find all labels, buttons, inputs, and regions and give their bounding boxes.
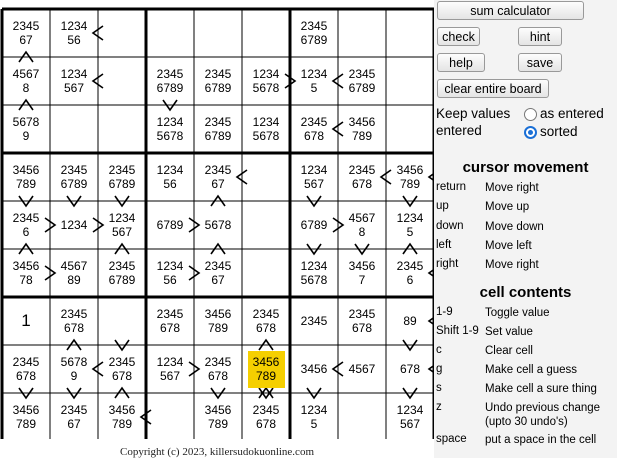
sudoku-cell[interactable]: 2345 6789: [108, 163, 136, 191]
cursor-movement-key: right: [436, 258, 459, 271]
sudoku-cell[interactable]: 3456: [300, 362, 328, 376]
sudoku-cell[interactable]: 1234 56: [156, 259, 184, 287]
sudoku-cell[interactable]: 2345 6789: [300, 19, 328, 47]
cell-contents-desc: Undo previous change (upto 30 undo's): [485, 402, 601, 428]
cell-contents-key: Shift 1-9: [436, 325, 479, 337]
cursor-movement-desc: Move down: [485, 220, 544, 233]
sudoku-cell[interactable]: 1234 5: [300, 67, 328, 95]
sudoku-cell[interactable]: [338, 9, 386, 57]
sudoku-cell[interactable]: 3456 78: [12, 259, 40, 287]
sudoku-cell[interactable]: 1234 56: [60, 19, 88, 47]
cell-contents-key: g: [436, 363, 443, 375]
sudoku-cell[interactable]: [242, 201, 290, 249]
sudoku-cell[interactable]: 2345 678: [60, 307, 88, 335]
cursor-movement-desc: Move left: [485, 239, 532, 252]
cursor-movement-key: down: [436, 219, 464, 232]
copyright-text: Copyright (c) 2023, killersudokuonline.com: [120, 446, 314, 458]
cursor-movement-key: return: [436, 181, 467, 193]
sudoku-cell[interactable]: [338, 393, 386, 441]
sudoku-cell[interactable]: 6789: [156, 218, 184, 232]
cell-contents-key: 1-9: [436, 306, 453, 318]
sudoku-cell[interactable]: 6789: [300, 218, 328, 232]
sudoku-cell[interactable]: 2345 6789: [156, 67, 184, 95]
sudoku-cell[interactable]: [386, 105, 434, 153]
sudoku-cell[interactable]: 3456 789: [204, 403, 232, 431]
sudoku-cell[interactable]: 2345 6789: [348, 67, 376, 95]
cell-contents-desc: Set value: [485, 326, 533, 338]
sudoku-cell[interactable]: 3456 789: [348, 115, 376, 143]
sudoku-cell[interactable]: 2345 678: [300, 115, 328, 143]
sudoku-cell[interactable]: [98, 57, 146, 105]
sudoku-cell[interactable]: 4567: [348, 362, 376, 376]
sudoku-cell[interactable]: [50, 105, 98, 153]
sudoku-cell[interactable]: 2345 67: [60, 403, 88, 431]
as-entered-label: as entered: [540, 106, 604, 121]
sudoku-cell[interactable]: 1234 5: [300, 403, 328, 431]
sudoku-cell[interactable]: 2345 6: [396, 259, 424, 287]
sudoku-cell[interactable]: 1234 567: [108, 211, 136, 239]
sudoku-cell[interactable]: 3456 789: [204, 307, 232, 335]
sudoku-cell[interactable]: [146, 9, 194, 57]
cell-contents-desc: Make cell a guess: [485, 364, 578, 376]
sudoku-cell[interactable]: 2345 67: [204, 163, 232, 191]
sudoku-cell[interactable]: [146, 393, 194, 441]
cell-contents-desc: Toggle value: [485, 307, 550, 319]
sudoku-cell[interactable]: 2345 67: [12, 19, 40, 47]
check-button[interactable]: check: [437, 27, 480, 46]
sudoku-cell[interactable]: 2345 6789: [108, 259, 136, 287]
sudoku-cell[interactable]: 2345 6789: [204, 115, 232, 143]
sudoku-cell[interactable]: 3456 789: [12, 403, 40, 431]
sum-calculator-button[interactable]: sum calculator: [437, 1, 584, 20]
sudoku-cell[interactable]: 2345 678: [348, 163, 376, 191]
sudoku-cell[interactable]: 2345 678: [204, 355, 232, 383]
save-button[interactable]: save: [518, 53, 562, 72]
sudoku-cell[interactable]: 1234 5678: [156, 115, 184, 143]
cursor-movement-key: left: [436, 238, 452, 251]
as-entered-radio[interactable]: [524, 108, 537, 121]
sudoku-cell[interactable]: 4567 8: [12, 67, 40, 95]
sudoku-cell[interactable]: [98, 105, 146, 153]
hint-button[interactable]: hint: [518, 27, 562, 46]
control-panel: [434, 0, 617, 458]
sudoku-cell[interactable]: 2345 678: [252, 307, 280, 335]
clear-board-button[interactable]: clear entire board: [437, 79, 549, 98]
sudoku-cell[interactable]: 2345 678: [12, 355, 40, 383]
sorted-radio[interactable]: [524, 126, 537, 139]
cell-contents-desc: put a space in the cell: [485, 434, 597, 446]
cursor-movement-desc: Move right: [485, 259, 539, 272]
sudoku-cell[interactable]: 3456 789: [396, 163, 424, 191]
sudoku-cell[interactable]: 2345 678: [108, 355, 136, 383]
sudoku-cell[interactable]: 2345 67: [204, 259, 232, 287]
sudoku-cell[interactable]: 3456 789: [108, 403, 136, 431]
sudoku-cell[interactable]: 5678 9: [60, 355, 88, 383]
cursor-movement-desc: Move right: [485, 182, 539, 194]
sudoku-cell[interactable]: 1234 5678: [300, 259, 328, 287]
sudoku-cell[interactable]: 1234 5678: [252, 115, 280, 143]
sudoku-cell[interactable]: 1234 567: [396, 403, 424, 431]
sudoku-cell[interactable]: 1234 5678: [252, 67, 280, 95]
sudoku-cell[interactable]: 2345: [300, 314, 328, 328]
sudoku-cell[interactable]: [386, 57, 434, 105]
help-button[interactable]: help: [437, 53, 485, 72]
sudoku-cell[interactable]: 1234 5: [396, 211, 424, 239]
sudoku-cell[interactable]: 2345 6789: [204, 67, 232, 95]
cell-contents-desc: Make cell a sure thing: [485, 383, 597, 395]
sudoku-cell[interactable]: [98, 9, 146, 57]
sudoku-cell[interactable]: [242, 9, 290, 57]
sudoku-cell[interactable]: 5678 9: [12, 115, 40, 143]
sudoku-cell[interactable]: 5678: [204, 218, 232, 232]
sudoku-cell[interactable]: 3456 789: [252, 355, 280, 383]
cell-contents-desc: Clear cell: [485, 345, 533, 357]
sudoku-cell[interactable]: 2345 678: [252, 403, 280, 431]
sudoku-cell[interactable]: [242, 249, 290, 297]
sudoku-cell[interactable]: [242, 153, 290, 201]
sudoku-cell[interactable]: 1234 567: [300, 163, 328, 191]
cell-contents-key: space: [436, 433, 467, 445]
sudoku-cell[interactable]: [98, 297, 146, 345]
cell-contents-key: s: [436, 382, 442, 394]
sudoku-cell[interactable]: 4567 89: [60, 259, 88, 287]
sudoku-cell[interactable]: [194, 9, 242, 57]
sudoku-cell[interactable]: 2345 6789: [60, 163, 88, 191]
sudoku-cell[interactable]: 2345 6: [12, 211, 40, 239]
cursor-movement-key: up: [436, 200, 449, 213]
cell-contents-key: z: [436, 401, 442, 413]
cursor-movement-title: cursor movement: [462, 159, 589, 176]
sudoku-cell[interactable]: 678: [399, 362, 421, 376]
sudoku-cell[interactable]: 4567 8: [348, 211, 376, 239]
sudoku-cell[interactable]: 3456 789: [12, 163, 40, 191]
sudoku-cell[interactable]: 2345 678: [348, 307, 376, 335]
sudoku-cell[interactable]: 1234 567: [156, 355, 184, 383]
sudoku-cell[interactable]: 1234 56: [156, 163, 184, 191]
sudoku-cell[interactable]: 2345 678: [156, 307, 184, 335]
sudoku-board: [0, 7, 434, 439]
sudoku-cell[interactable]: [386, 9, 434, 57]
sudoku-cell[interactable]: 1234 567: [60, 67, 88, 95]
cell-contents-title: cell contents: [479, 284, 572, 301]
keep-values-label: Keep values: [436, 106, 511, 121]
sudoku-cell[interactable]: 1: [21, 311, 31, 330]
sudoku-cell[interactable]: 3456 7: [348, 259, 376, 287]
keep-values-label-2: entered: [436, 123, 482, 138]
sudoku-cell[interactable]: 89: [403, 314, 417, 328]
sorted-label: sorted: [540, 124, 578, 139]
cursor-movement-desc: Move up: [485, 201, 530, 214]
sudoku-cell[interactable]: 1234: [60, 218, 88, 232]
cell-contents-key: c: [436, 344, 442, 356]
